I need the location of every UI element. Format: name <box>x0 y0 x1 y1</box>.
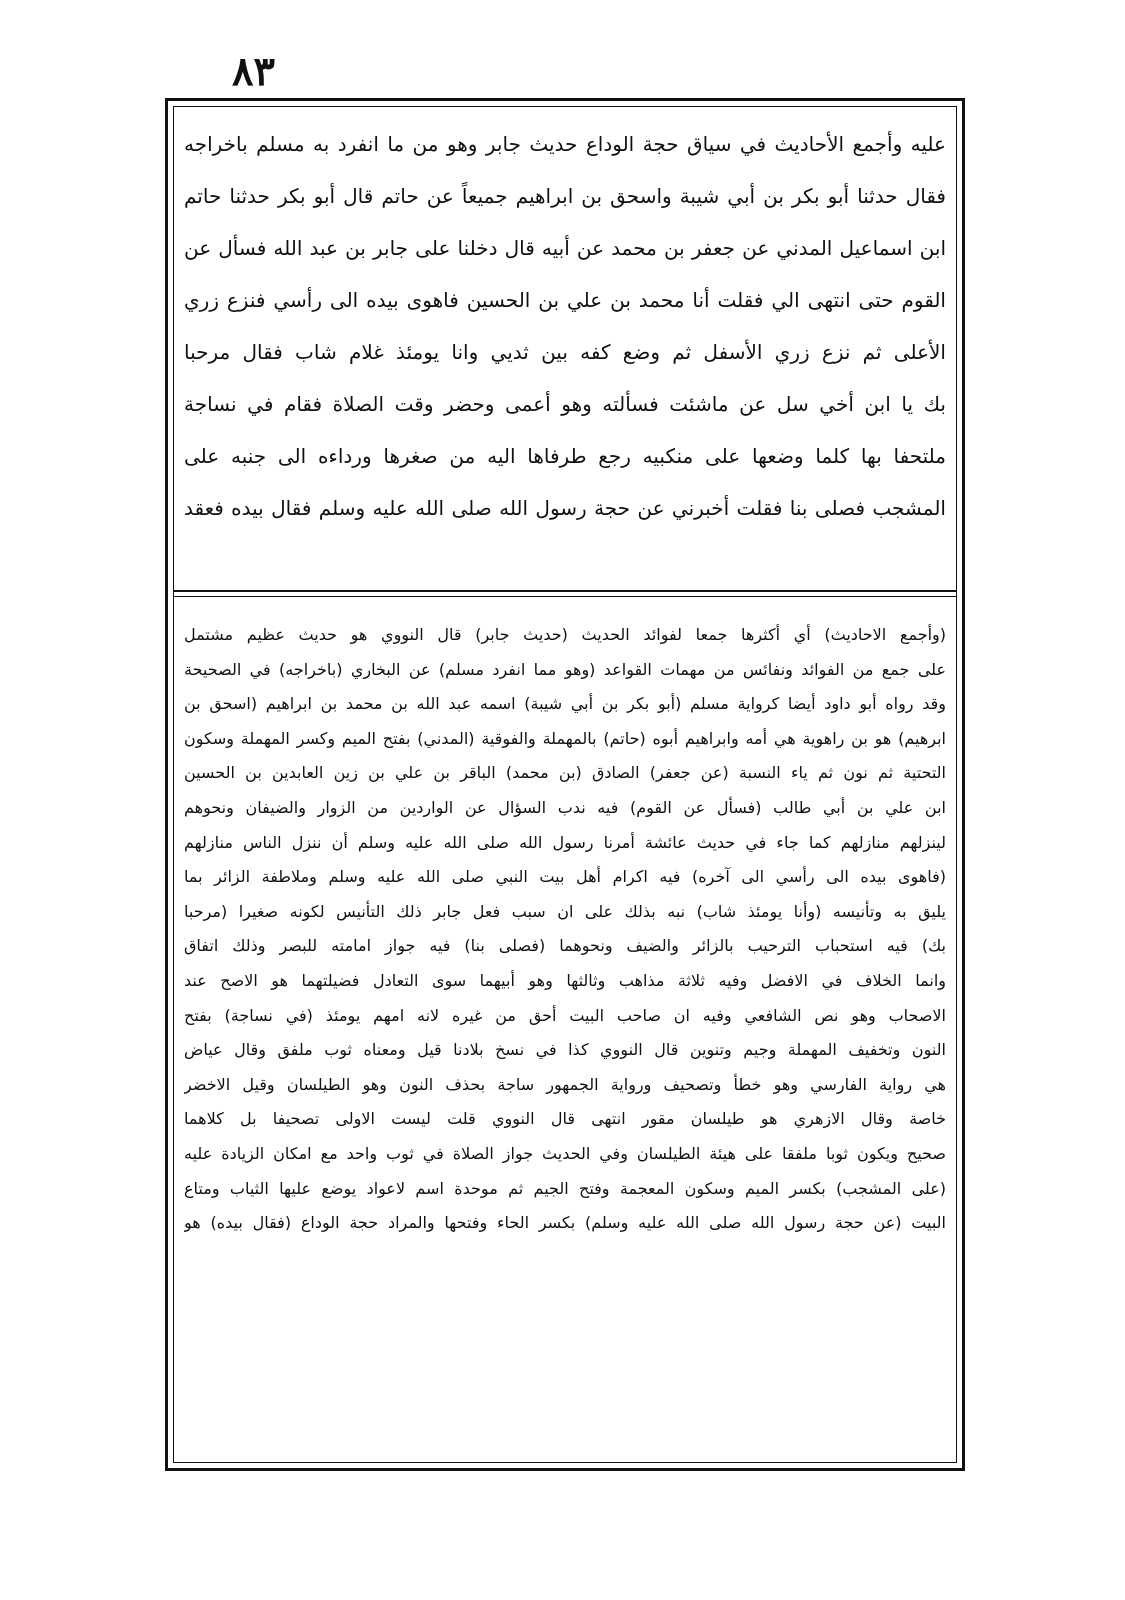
main-text-line: بك يا ابن أخي سل عن ماشئت فسألته وهو أعمى وحضر وقت الصلاة فقام في نساجة <box>184 392 946 416</box>
commentary-line: صحيح ويكون ثوبا ملفقا على هيئة الطيلسان وفي الحديث جواز الصلاة في ثوب واحد مع امكان الزيادة عليه <box>184 1143 946 1163</box>
commentary-line: خاصة وقال الازهري هو طيلسان مقور انتهى قال النووي قلت ليست الاولى تصحيفا بل كلاهما <box>184 1109 946 1129</box>
commentary-line: ابرهيم) هو بن راهوية هي أمه وابراهيم أبوه (حاتم) بالمهملة والفوقية (المدني) بفتح الميم وكسر المهملة وسكون <box>184 728 946 748</box>
commentary-line: وقد رواه أبو داود أيضا كرواية مسلم (أبو بكر بن أبي شيبة) اسمه عبد الله بن محمد بن ابراهيم (اسحق بن <box>184 694 946 714</box>
commentary-line: البيت (عن حجة رسول الله صلى الله عليه وسلم) بكسر الحاء وفتحها والمراد حجة الوداع (فقال بيده) هو <box>184 1213 946 1233</box>
page-number: ٨٣ <box>232 48 275 95</box>
commentary-line: لينزلهم منازلهم كما جاء في حديث عائشة أمرنا رسول الله صلى الله عليه وسلم أن ننزل الناس منازلهم <box>184 832 946 852</box>
commentary-line: (وأجمع الاحاديث) أي أكثرها جمعا لفوائد الحديث (حديث جابر) قال النووي هو حديث عظيم مشتمل <box>184 625 946 644</box>
commentary-text-block <box>184 618 946 1241</box>
main-text-line: فقال حدثنا أبو بكر بن أبي شيبة واسحق بن ابراهيم جميعاً عن حاتم قال أبو بكر حدثنا حاتم <box>184 184 946 208</box>
main-text-line: القوم حتى انتهى الي فقلت أنا محمد بن علي بن الحسين فاهوى بيده الى رأسي فنزع زري <box>184 288 946 312</box>
commentary-line: يليق به وتأنيسه (وأنا يومئذ شاب) نبه بذلك على ان سبب فعل جابر ذلك التأنيس لكونه صغيرا (مرحبا <box>184 901 946 921</box>
commentary-line: بك) فيه استحباب الترحيب بالزائر والضيف ونحوهما (فصلى بنا) فيه جواز امامته للبصر وذلك اتفاق <box>184 936 946 956</box>
commentary-line: وانما الخلاف في الافضل وفيه ثلاثة مذاهب وثالثها وهو أبيهما سوى التعادل فضيلتهما هو الاصح عند <box>184 970 946 990</box>
main-text-line: عليه وأجمع الأحاديث في سياق حجة الوداع حديث جابر وهو من ما انفرد به مسلم باخراجه <box>184 132 946 156</box>
commentary-line: النون وتخفيف المهملة وجيم وتنوين قال النووي كذا في نسخ بلادنا قيل ومعناه ثوب ملفق وقال عياض <box>184 1040 946 1060</box>
main-text-line: ابن اسماعيل المدني عن جعفر بن محمد عن أبيه قال دخلنا على جابر بن عبد الله فسأل عن <box>184 236 946 260</box>
section-divider-thin <box>173 596 957 597</box>
commentary-line: التحتية ثم نون ثم ياء النسبة (عن جعفر) الصادق (بن محمد) الباقر بن علي بن زين العابدين بن الحسين <box>184 763 946 783</box>
main-text-line: المشجب فصلى بنا فقلت أخبرني عن حجة رسول الله صلى الله عليه وسلم فقال بيده فعقد <box>184 496 946 520</box>
main-text-line: ملتحفا بها كلما وضعها على منكبيه رجع طرفاها اليه من صغرها ورداءه الى جنبه على <box>184 444 946 468</box>
main-text-line: الأعلى ثم نزع زري الأسفل ثم وضع كفه بين ثديي وانا يومئذ غلام شاب فقال مرحبا <box>184 340 946 364</box>
main-text-block <box>184 118 946 534</box>
commentary-line: الاصحاب وهو نص الشافعي وفيه ان صاحب البيت أحق من غيره لانه امهم يومئذ (في نساجة) بفتح <box>184 1005 946 1025</box>
commentary-line: هي رواية الفارسي وهو خطأ وتصحيف ورواية الجمهور ساجة بحذف النون وهو الطيلسان وقيل الاخضر <box>184 1074 946 1094</box>
commentary-line: (فاهوى بيده الى رأسي الى آخره) فيه اكرام أهل بيت النبي صلى الله عليه وسلم وملاطفة الزائر بما <box>184 867 946 887</box>
commentary-line: (على المشجب) بكسر الميم وسكون المعجمة وفتح الجيم ثم موحدة اسم لاعواد يوضع عليها الثياب ومتاع <box>184 1178 946 1198</box>
section-divider <box>173 590 957 592</box>
commentary-line: ابن علي بن أبي طالب (فسأل عن القوم) فيه ندب السؤال عن الواردين من الزوار والضيفان ونحوهم <box>184 797 946 817</box>
commentary-line: على جمع من الفوائد ونفائس من مهمات القواعد (وهو مما انفرد مسلم) عن البخاري (باخراجه) في الصحيحة <box>184 659 946 679</box>
